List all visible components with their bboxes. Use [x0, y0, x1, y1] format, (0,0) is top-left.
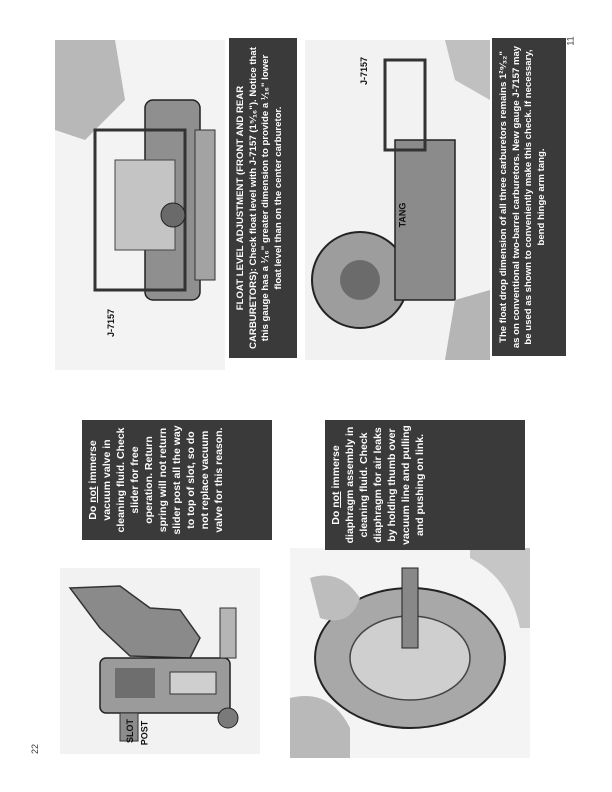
page-number-left: 22	[30, 743, 41, 755]
callout-tang: TANG	[397, 202, 408, 228]
caption-vacuum-valve	[82, 424, 272, 536]
caption-box-vacuum-valve	[82, 420, 272, 540]
caption-diaphragm	[325, 423, 525, 547]
page-number-right: 11	[565, 36, 576, 46]
caption-vacuum-valve-emphasis: not	[87, 486, 99, 503]
caption-float-level: FLOAT LEVEL ADJUSTMENT (FRONT AND REAR CARBURETORS): Check float level with J-7157 (1⁵⁄₁₆"). Notice that this gauge has a ¹⁄₁₆" greater dimension to provide a ¹⁄₁₆" lower float level than on the center carburetor.	[235, 47, 284, 349]
caption-box-diaphragm	[325, 420, 525, 550]
float-drop-illustration	[305, 40, 490, 360]
callout-gauge-top: J-7157	[106, 308, 117, 338]
photo-float-level	[55, 40, 225, 370]
caption-diaphragm-lead: Do	[330, 507, 342, 525]
photo-vacuum-valve	[60, 568, 260, 754]
caption-vacuum-valve-lead: Do	[87, 502, 99, 520]
caption-box-float-drop	[492, 38, 566, 356]
photo-float-drop	[305, 40, 490, 360]
photo-diaphragm	[290, 548, 530, 758]
caption-vacuum-valve-text: immerse vacuum valve in cleaning fluid. Check slider for free operation. Return spring will not return slider post all the way to top of slot, so do not replace vacuum valve for this reason.	[87, 425, 225, 535]
callout-gauge-bottom: J-7157	[359, 56, 370, 86]
caption-diaphragm-emphasis: not	[330, 491, 342, 508]
diaphragm-illustration	[290, 548, 530, 758]
caption-diaphragm-text: immerse diaphragm assembly in cleaning fluid. Check diaphragm for air leaks by holding thumb over vacuum line and pulling and pushing on link.	[330, 425, 426, 545]
callout-slot: SLOT	[125, 719, 135, 743]
callout-post: POST	[139, 720, 150, 746]
float-level-illustration	[55, 40, 225, 370]
caption-box-float-level	[229, 38, 297, 358]
caption-float-drop: The float drop dimension of all three carburetors remains 1²⁹⁄₃₂" as on conventional two-barrel carburetors. New gauge J-7157 may be used as shown to conveniently make this check. If necessary, bend hinge arm tang.	[498, 45, 547, 349]
vacuum-valve-illustration	[60, 568, 260, 754]
